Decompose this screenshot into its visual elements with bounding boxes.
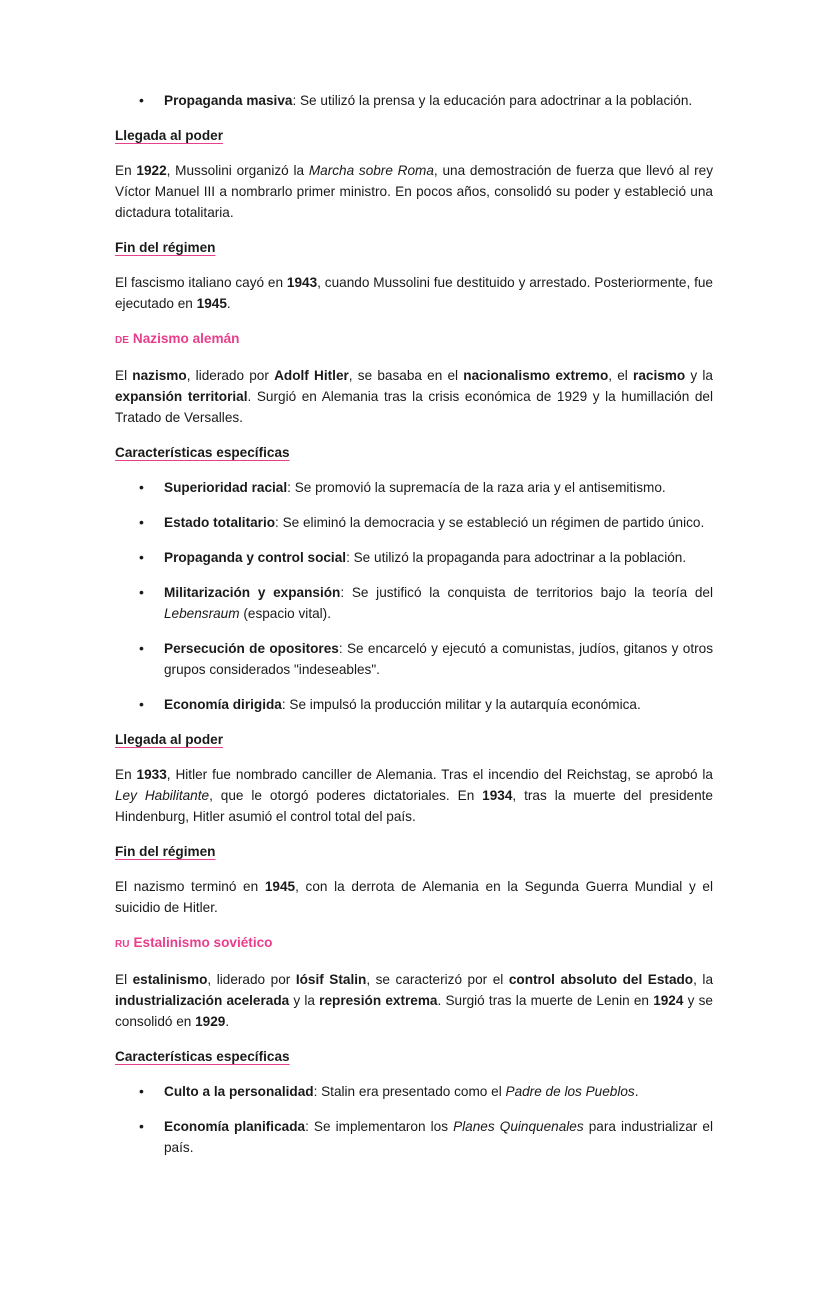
list-item: • Culto a la personalidad: Stalin era presentado como el Padre de los Pueblos. [115, 1081, 713, 1102]
paragraph-nazism-end: El nazismo terminó en 1945, con la derrota de Alemania en la Segunda Guerra Mundial y el suicidio de Hitler. [115, 879, 713, 915]
list-item: • Militarización y expansión: Se justificó la conquista de territorios bajo la teoría del Lebensraum (espacio vital). [115, 582, 713, 624]
document-page [115, 90, 713, 1172]
subheading-italy-power: Llegada al poder [115, 128, 224, 143]
paragraph-italy-power: En 1922, Mussolini organizó la Marcha sobre Roma, una demostración de fuerza que llevó al rey Víctor Manuel III a nombrarlo primer ministro. En pocos años, consolidó su poder y estableció una dictadura totalitaria. [115, 163, 713, 220]
section-heading-stalinism: RU Estalinismo soviético [115, 935, 273, 950]
bullet-list [115, 1081, 713, 1158]
list-item: • Economía dirigida: Se impulsó la producción militar y la autarquía económica. [115, 694, 713, 715]
paragraph-nazism-power: En 1933, Hitler fue nombrado canciller de Alemania. Tras el incendio del Reichstag, se aprobó la Ley Habilitante, que le otorgó poderes dictatoriales. En 1934, tras la muerte del presidente Hindenburg, Hitler asumió el control total del país. [115, 767, 713, 824]
subheading-nazism-power: Llegada al poder [115, 732, 224, 747]
list-item: • Economía planificada: Se implementaron los Planes Quinquenales para industrializar el país. [115, 1116, 713, 1158]
subheading-nazism-characteristics: Características específicas [115, 445, 290, 460]
paragraph-stalinism-intro: El estalinismo, liderado por Iósif Stalin, se caracterizó por el control absoluto del Estado, la industrialización acelerada y la represión extrema. Surgió tras la muerte de Lenin en 1924 y se consolidó en 1929. [115, 972, 714, 1029]
list-item: • Superioridad racial: Se promovió la supremacía de la raza aria y el antisemitismo. [115, 477, 713, 498]
section-heading-nazism: DE Nazismo alemán [115, 331, 240, 346]
list-item: • Persecución de opositores: Se encarceló y ejecutó a comunistas, judíos, gitanos y otros grupos considerados "indeseables". [115, 638, 713, 680]
paragraph-italy-end: El fascismo italiano cayó en 1943, cuando Mussolini fue destituido y arrestado. Posteriormente, fue ejecutado en 1945. [115, 275, 713, 311]
subheading-italy-end: Fin del régimen [115, 240, 216, 255]
subheading-nazism-end: Fin del régimen [115, 844, 216, 859]
subheading-stalinism-characteristics: Características específicas [115, 1049, 290, 1064]
bullet-list [115, 90, 713, 111]
bullet-list [115, 477, 713, 715]
list-item: • Estado totalitario: Se eliminó la democracia y se estableció un régimen de partido único. [115, 512, 713, 533]
country-code: RU [115, 939, 130, 950]
country-code: DE [115, 335, 129, 346]
paragraph-nazism-intro: El nazismo, liderado por Adolf Hitler, se basaba en el nacionalismo extremo, el racismo y la expansión territorial. Surgió en Alemania tras la crisis económica de 1929 y la humillación del Tratado de Versalles. [115, 368, 714, 425]
list-item: • Propaganda masiva: Se utilizó la prensa y la educación para adoctrinar a la población. [115, 90, 713, 111]
list-item: • Propaganda y control social: Se utilizó la propaganda para adoctrinar a la población. [115, 547, 713, 568]
